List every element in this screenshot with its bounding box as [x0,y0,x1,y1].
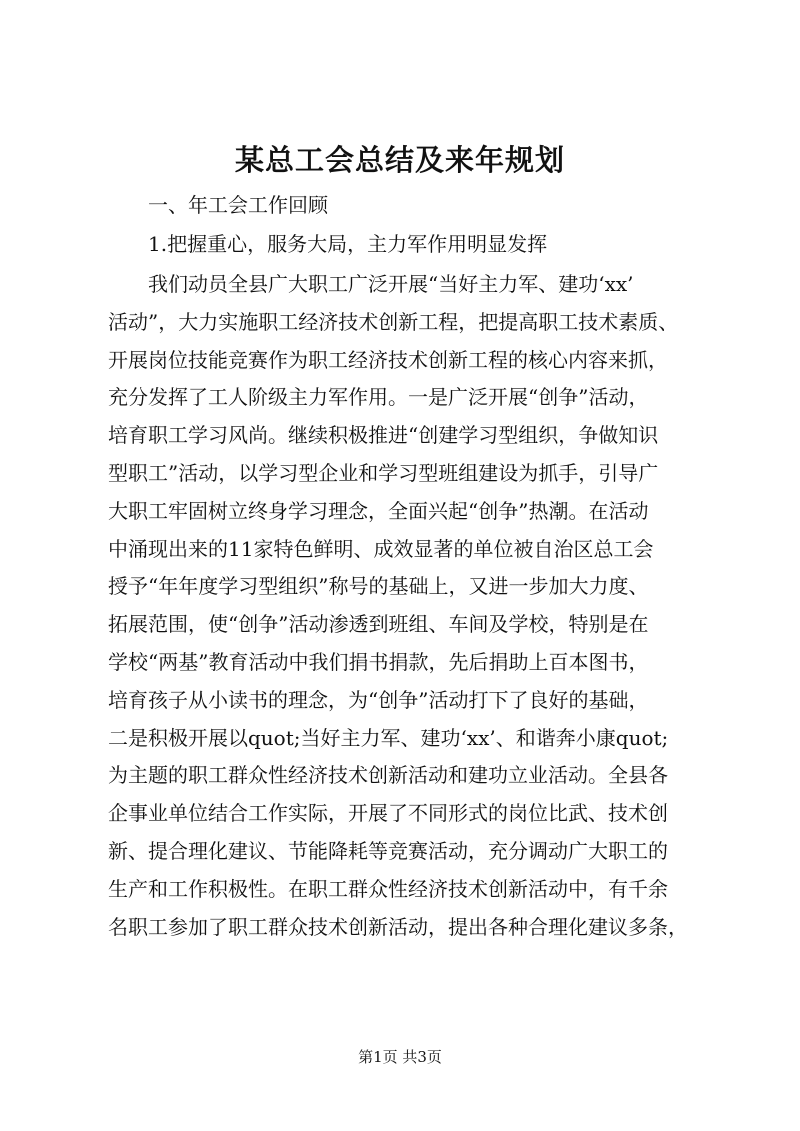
paragraph-line: 培育职工学习风尚。继续积极推进“创建学习型组织，争做知识 [108,423,659,448]
paragraph-line: 充分发挥了工人阶级主力军作用。一是广泛开展“创争”活动， [108,385,649,410]
page-footer: 第1页 共3页 [358,1048,442,1066]
paragraph-line: 授予“年年度学习型组织”称号的基础上，又进一步加大力度、 [108,574,649,599]
paragraph-line: 大职工牢固树立终身学习理念，全面兴起“创争”热潮。在活动 [108,498,649,523]
paragraph-line: 二是积极开展以quot;当好主力军、建功‘xx’、和谐奔小康quot; [108,725,669,750]
paragraph-line: 我们动员全县广大职工广泛开展“当好主力军、建功‘xx’ [148,272,634,296]
document-title: 某总工会总结及来年规划 [234,143,565,177]
paragraph-line: 拓展范围，使“创争”活动渗透到班组、车间及学校，特别是在 [108,612,649,637]
paragraph-line: 企事业单位结合工作实际，开展了不同形式的岗位比武、技术创 [108,801,668,826]
section-heading: 一、年工会工作回顾 [148,193,328,217]
subsection-heading: 1.把握重心，服务大局，主力军作用明显发挥 [148,232,548,256]
paragraph-line: 为主题的职工群众性经济技术创新活动和建功立业活动。全县各 [108,763,668,788]
body-paragraph [108,266,702,946]
paragraph-line: 活动”，大力实施职工经济技术创新工程，把提高职工技术素质、 [108,309,679,334]
paragraph-line: 名职工参加了职工群众技术创新活动，提出各种合理化建议多条， [108,914,688,939]
paragraph-line: 学校“两基”教育活动中我们捐书捐款，先后捐助上百本图书， [108,649,649,674]
paragraph-line: 中涌现出来的11家特色鲜明、成效显著的单位被自治区总工会 [108,536,654,561]
paragraph-line: 生产和工作积极性。在职工群众性经济技术创新活动中，有千余 [108,876,668,901]
paragraph-line: 型职工”活动，以学习型企业和学习型班组建设为抓手，引导广 [108,460,659,485]
paragraph-line: 开展岗位技能竞赛作为职工经济技术创新工程的核心内容来抓， [108,347,668,372]
paragraph-line: 培育孩子从小读书的理念，为“创争”活动打下了良好的基础， [108,687,649,712]
paragraph-line: 新、提合理化建议、节能降耗等竞赛活动，充分调动广大职工的 [108,838,668,863]
